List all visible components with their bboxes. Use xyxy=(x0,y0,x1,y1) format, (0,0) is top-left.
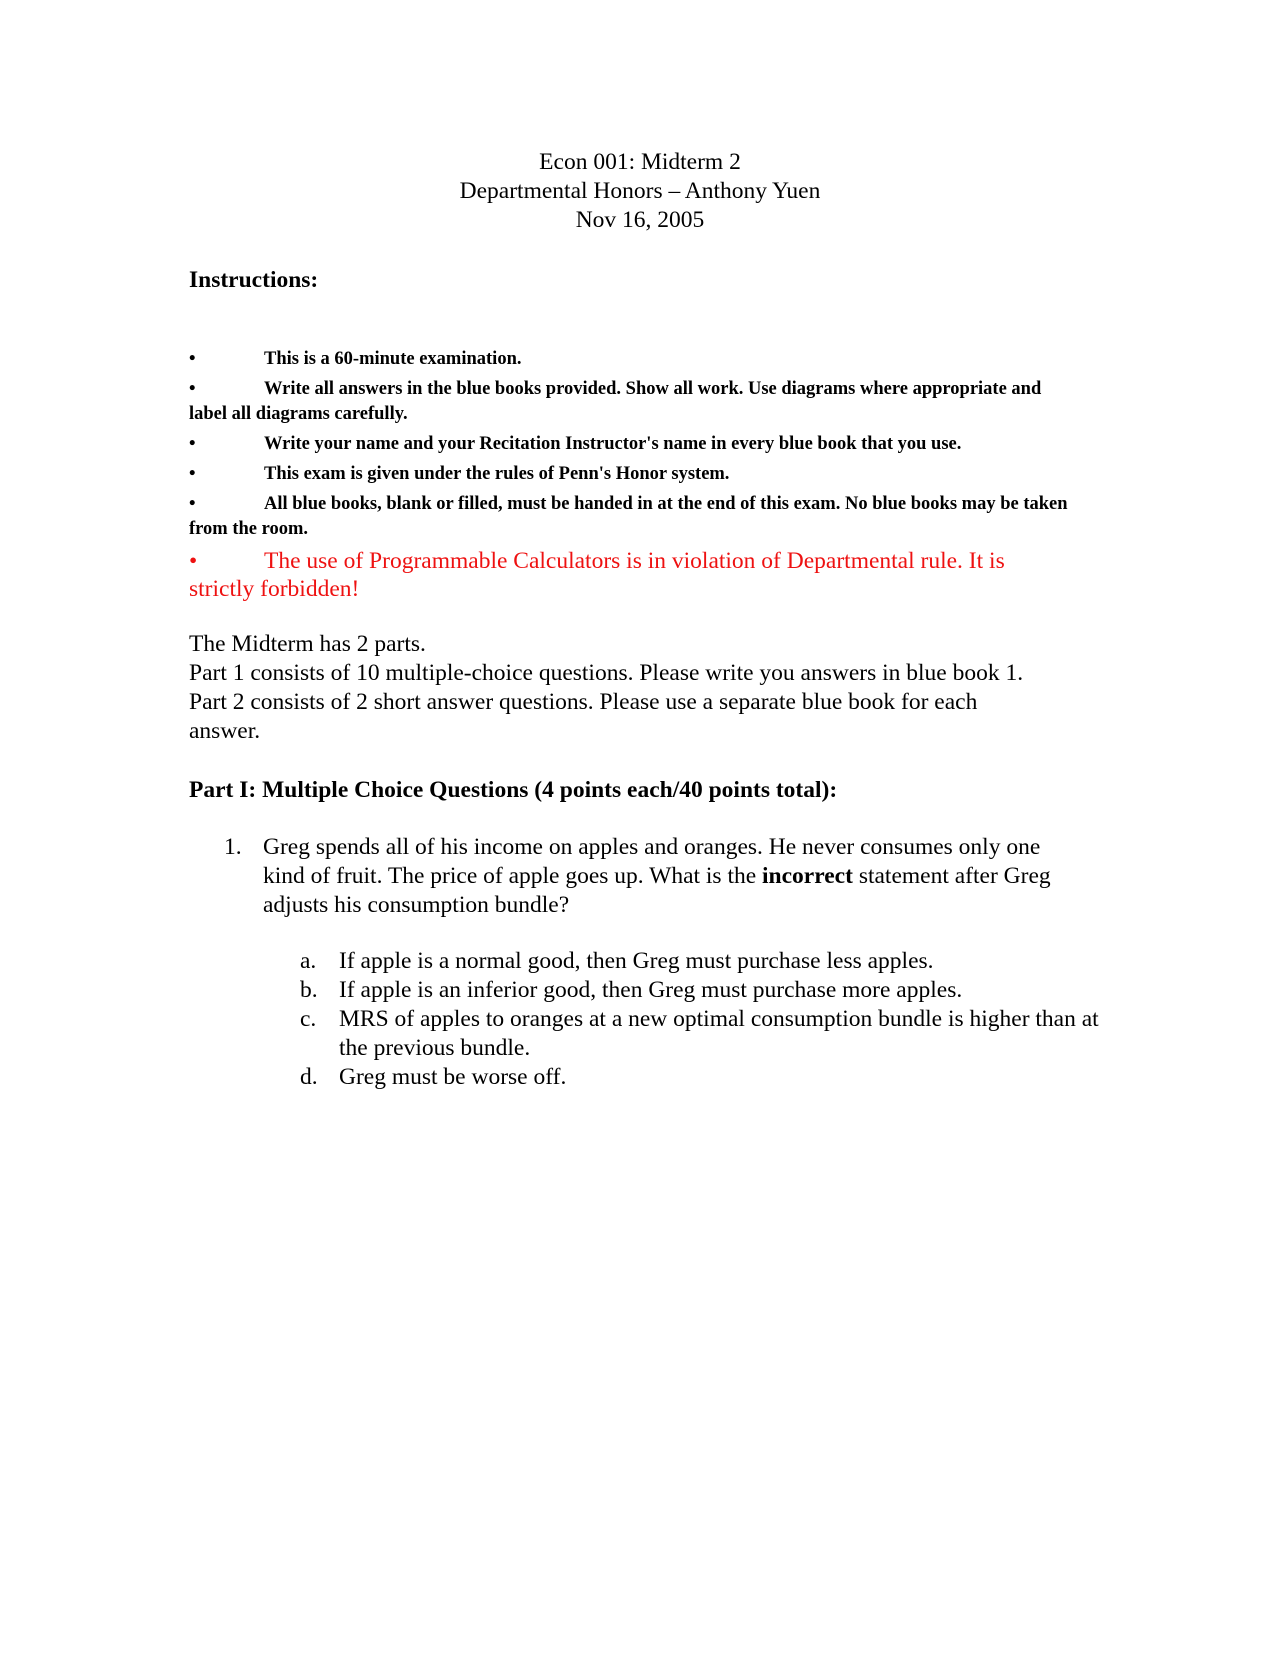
exam-subtitle: Departmental Honors – Anthony Yuen xyxy=(459,178,821,204)
choice-text: If apple is a normal good, then Greg must purchase less apples. xyxy=(339,948,934,974)
instruction-text: All blue books, blank or filled, must be handed in at the end of this exam. No blue books may be taken from the room. xyxy=(189,494,1068,539)
instruction-text: Write all answers in the blue books provided. Show all work. Use diagrams where appropriate and label all diagrams carefully. xyxy=(189,379,1042,424)
choice-text: If apple is an inferior good, then Greg must purchase more apples. xyxy=(339,977,963,1003)
choice-letter: c. xyxy=(300,1006,317,1032)
instruction-item xyxy=(189,492,1069,542)
instruction-item xyxy=(189,347,1069,372)
instructions-heading: Instructions: xyxy=(189,267,319,293)
choice-a xyxy=(300,947,1100,976)
bullet-icon: • xyxy=(189,379,196,399)
question-number: 1. xyxy=(224,834,242,860)
choice-b xyxy=(300,976,1100,1005)
bullet-icon: • xyxy=(189,464,196,484)
instructions-list xyxy=(189,347,1069,608)
midterm-intro xyxy=(189,630,1089,746)
answer-choices xyxy=(300,947,1100,1092)
bullet-icon: • xyxy=(189,349,196,369)
instruction-text: This is a 60-minute examination. xyxy=(264,349,522,369)
choice-d xyxy=(300,1063,1100,1092)
instruction-item xyxy=(189,432,1069,457)
exam-date: Nov 16, 2005 xyxy=(575,207,705,233)
bullet-icon: • xyxy=(189,494,196,514)
bullet-icon: • xyxy=(189,548,198,574)
choice-letter: a. xyxy=(300,948,317,974)
instruction-item xyxy=(189,462,1069,487)
question-emphasis: incorrect xyxy=(762,863,853,889)
question-text-part: statement after Greg adjusts his consumption bundle? xyxy=(263,863,1051,918)
intro-line: Part 1 consists of 10 multiple-choice questions. Please write you answers in blue book 1. xyxy=(189,660,1024,686)
intro-line: The Midterm has 2 parts. xyxy=(189,631,426,657)
instruction-text: Write your name and your Recitation Instructor's name in every blue book that you use. xyxy=(264,434,962,454)
instruction-text: This exam is given under the rules of Penn's Honor system. xyxy=(264,464,730,484)
calculator-warning xyxy=(189,547,1069,603)
intro-line: Part 2 consists of 2 short answer questions. Please use a separate blue book for each answer. xyxy=(189,689,978,744)
instruction-item xyxy=(189,377,1069,427)
bullet-icon: • xyxy=(189,434,196,454)
warning-text: The use of Programmable Calculators is in violation of Departmental rule. It is strictly forbidden! xyxy=(189,548,1005,602)
choice-text: Greg must be worse off. xyxy=(339,1064,567,1090)
choice-text: MRS of apples to oranges at a new optimal consumption bundle is higher than at the previous bundle. xyxy=(339,1006,1099,1061)
part-1-heading: Part I: Multiple Choice Questions (4 points each/40 points total): xyxy=(189,777,838,803)
choice-letter: b. xyxy=(300,977,318,1003)
exam-header xyxy=(0,148,1280,235)
question-text-part: Greg spends all of his income on apples and oranges. He never consumes only one kind of fruit. The price of apple goes up. What is the xyxy=(263,834,1041,889)
choice-c xyxy=(300,1005,1100,1063)
choice-letter: d. xyxy=(300,1064,318,1090)
question-text xyxy=(263,833,1063,920)
exam-title: Econ 001: Midterm 2 xyxy=(539,149,741,175)
